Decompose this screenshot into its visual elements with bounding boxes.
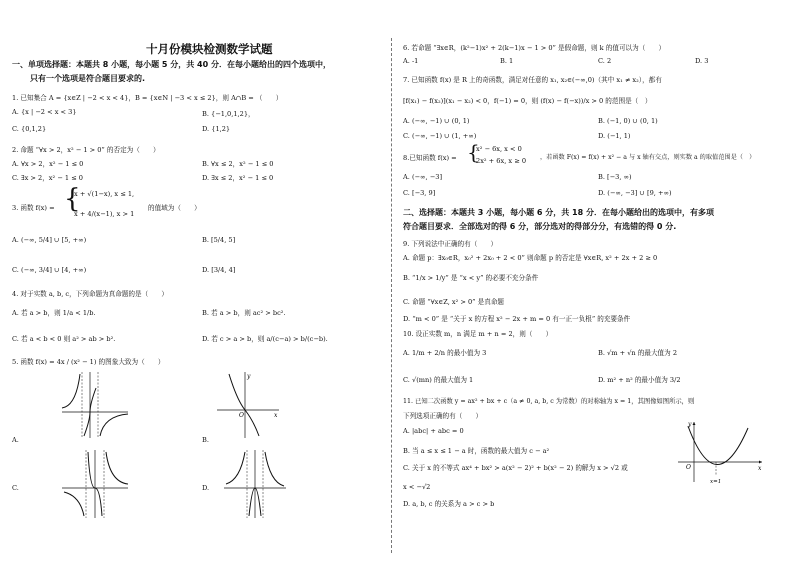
q3-option-d[interactable]: D. [3/4, 4] [202,266,236,274]
q8-stem-a: 8.已知函数 f(x) = [403,154,457,162]
q4-option-b[interactable]: B. 若 a > b，则 ac² > bc². [202,309,286,317]
q3-piece-1: x + √(1−x), x ≤ 1, [74,190,135,198]
svg-text:O: O [239,412,244,419]
q11-graph-x-label: x [758,465,762,472]
q11-option-d[interactable]: D. a, b, c 的关系为 a > c > b [403,500,495,508]
q3-option-c[interactable]: C. (−∞, 3/4] ∪ [4, +∞) [12,266,87,274]
q6-option-a[interactable]: A. -1 [403,57,419,65]
q5-option-a[interactable]: A. [12,436,19,444]
q5-graph-a [60,370,130,440]
q9-option-b[interactable]: B. “1/x > 1/y” 是 “x < y” 的必要不充分条件 [403,274,539,282]
q8-option-a[interactable]: A. (−∞, −3] [403,173,443,181]
q5-option-d[interactable]: D. [202,484,210,492]
q11-graph-axis-label: x=1 [710,479,722,485]
q11-parabola-graph [674,418,766,486]
q10-option-d[interactable]: D. m² + n² 的最小值为 3/2 [598,376,681,384]
q8-brace: { [467,140,480,164]
q5-graph-d [222,448,288,520]
q10-option-c[interactable]: C. √(mn) 的最大值为 1 [403,376,474,384]
q9-option-c[interactable]: C. 命题 “∀x∈Z, x² > 0” 是真命题 [403,298,505,306]
q9-option-a[interactable]: A. 命题 p：∃x₀∈R，x₀² + 2x₀ + 2 < 0” 则命题 p 的否定是 ∀x∈R, x² + 2x + 2 ≥ 0 [403,254,658,262]
q1-option-b[interactable]: B. {−1,0,1,2}， [202,110,255,118]
q1-option-a[interactable]: A. {x | −2 < x < 3} [12,108,77,116]
q8-option-b[interactable]: B. [−3, ∞) [598,173,632,181]
q11-stem-line2: 下列选项正确的有（ ） [403,412,483,420]
q3-stem-a: 3. 函数 f(x) = [12,204,55,212]
column-divider [391,38,392,553]
q3-stem-b: 的值域为（ ） [148,204,201,212]
q1-stem: 1. 已知集合 A = {x∈Z | −2 < x < 4}，B = {x∈N | −3 < x ≤ 2}，则 A∩B = （ ） [12,94,283,102]
section-1-heading-line2: 只有一个选项是符合题目要求的. [30,74,146,83]
section-1-heading-line1: 一、单项选择题：本题共 8 小题，每小题 5 分，共 40 分．在每小题给出的四个选项中， [12,60,331,69]
q7-option-a[interactable]: A. (−∞, −1) ∪ (0, 1) [403,117,470,125]
q9-stem: 9. 下列说法中正确的有（ ） [403,240,498,248]
page-title: 十月份模块检测数学试题 [146,42,273,56]
svg-text:x: x [274,412,278,419]
q5-graph-c [60,448,130,520]
q11-option-c[interactable]: C. 关于 x 的不等式 ax⁴ + bx² > a(x² − 2)² + b(x² − 2) 的解为 x > √2 或 [403,464,628,472]
q6-option-b[interactable]: B. 1 [500,57,514,65]
section-2-heading-line1: 二、选择题：本题共 3 小题，每小题 6 分，共 18 分．在每小题给出的选项中，有多项 [403,208,714,217]
q5-option-c[interactable]: C. [12,484,19,492]
q6-option-d[interactable]: D. 3 [695,57,709,65]
svg-text:y: y [247,373,251,380]
q8-option-d[interactable]: D. (−∞, −3] ∪ [9, +∞) [598,189,672,197]
q11-option-b[interactable]: B. 当 a ≤ x ≤ 1 − a 时，函数的最大值为 c − a² [403,447,550,455]
q3-option-b[interactable]: B. [5/4, 5] [202,236,236,244]
q2-option-a[interactable]: A. ∀x > 2，x² − 1 ≤ 0 [12,160,84,168]
q11-graph-y-label: y [688,421,692,428]
q6-option-c[interactable]: C. 2 [598,57,612,65]
q8-piece-2: 2x² + 6x, x ≥ 0 [476,157,527,165]
q10-option-b[interactable]: B. √m + √n 的最大值为 2 [598,349,678,357]
q2-option-c[interactable]: C. ∃x > 2，x² − 1 ≤ 0 [12,174,83,182]
q7-stem-line2: [f(x₁) − f(x₂)](x₁ − x₂) < 0，f(−1) = 0，则 (f(x) − f(−x))/x > 0 的范围是（ ） [403,97,652,105]
q2-stem: 2. 命题 “∀x > 2，x² − 1 > 0” 的否定为（ ） [12,146,160,154]
q7-option-b[interactable]: B. (−1, 0) ∪ (0, 1) [598,117,658,125]
q4-option-a[interactable]: A. 若 a > b，则 1/a < 1/b. [12,309,96,317]
q9-option-d[interactable]: D. “m < 0” 是 “关于 x 的方程 x² − 2x + m = 0 有一正一负根” 的充要条件 [403,315,631,323]
q1-option-d[interactable]: D. {1,2} [202,125,231,133]
q11-option-a[interactable]: A. |abc| + abc = 0 [403,427,464,435]
q11-option-c-cont: x < −√2 [403,483,431,491]
q11-graph-origin-label: O [686,464,691,471]
q6-stem: 6. 若命题 “∃x∈R，(k²−1)x² + 2(k−1)x − 1 > 0” 是假命题，则 k 的值可以为（ ） [403,44,666,52]
q3-piece-2: x + 4/(x−1), x > 1 [74,210,135,218]
q10-option-a[interactable]: A. 1/m + 2/n 的最小值为 3 [403,349,487,357]
q7-stem-line1: 7. 已知函数 f(x) 是 R 上的奇函数，满足对任意的 x₁, x₂∈(−∞,0)（其中 x₁ ≠ x₂），都有 [403,76,662,84]
q4-stem: 4. 对于实数 a, b, c，下列命题为真命题的是（ ） [12,290,168,298]
q8-stem-b: ，若函数 F(x) = f(x) + x² − a 与 x 轴有交点，则实数 a 的取值范围是（ ） [540,154,756,161]
q3-brace: { [64,184,81,214]
q8-option-c[interactable]: C. [−3, 9] [403,189,436,197]
q4-option-d[interactable]: D. 若 c > a > b，则 a/(c−a) > b/(c−b). [202,335,328,343]
q10-stem: 10. 设正实数 m，n 满足 m + n = 2，则（ ） [403,330,553,338]
q7-option-c[interactable]: C. (−∞, −1) ∪ (1, +∞) [403,132,477,140]
q7-option-d[interactable]: D. (−1, 1) [598,132,631,140]
q2-option-b[interactable]: B. ∀x ≤ 2，x² − 1 ≤ 0 [202,160,274,168]
q2-option-d[interactable]: D. ∃x ≤ 2，x² − 1 ≤ 0 [202,174,274,182]
q5-stem: 5. 函数 f(x) = 4x / (x² − 1) 的图象大致为（ ） [12,358,165,366]
q3-option-a[interactable]: A. (−∞, 5/4] ∪ [5, +∞) [12,236,87,244]
q5-graph-b [215,370,281,440]
q8-piece-1: x² − 6x, x < 0 [476,145,522,153]
section-2-heading-line2: 符合题目要求．全部选对的得 6 分，部分选对的得部分分，有选错的得 0 分. [403,222,677,231]
q11-stem-line1: 11. 已知二次函数 y = ax² + bx + c（a ≠ 0, a, b, c 为常数）的对称轴为 x = 1，其图像如图所示，则 [403,398,695,405]
q5-option-b[interactable]: B. [202,436,209,444]
q1-option-c[interactable]: C. {0,1,2} [12,125,47,133]
q4-option-c[interactable]: C. 若 a < b < 0 则 a² > ab > b². [12,335,116,343]
